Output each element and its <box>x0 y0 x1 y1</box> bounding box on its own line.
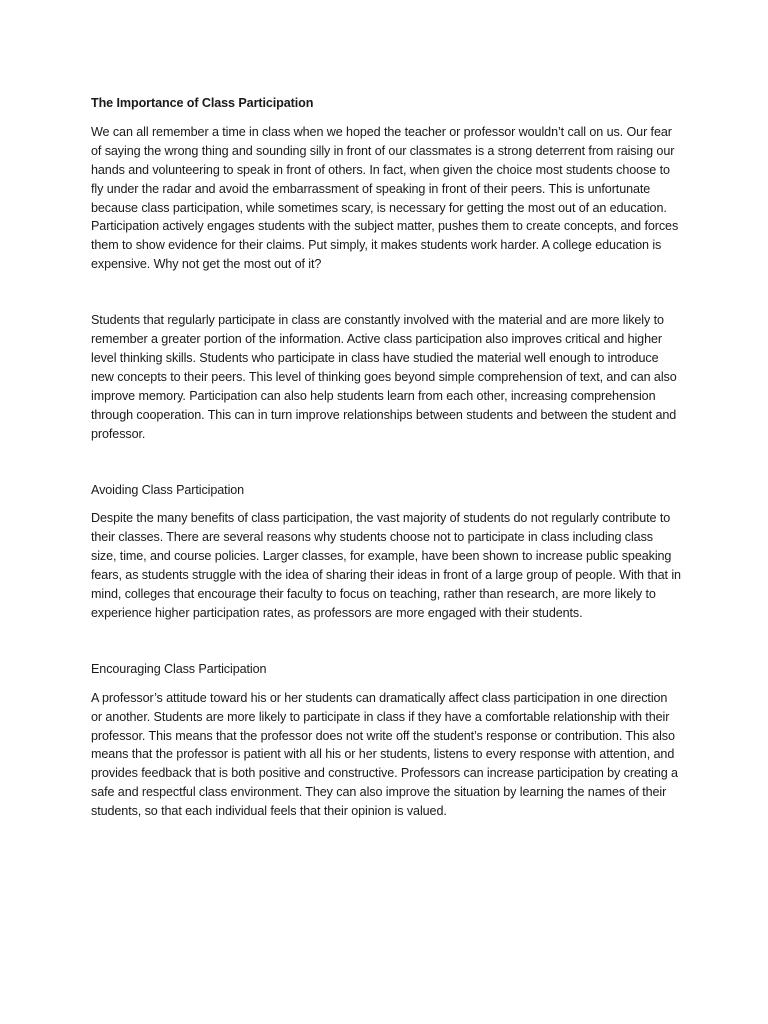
section-spacer <box>91 444 681 481</box>
paragraph-spacer <box>91 274 681 311</box>
document-body <box>91 94 681 821</box>
paragraph-encouraging: A professor’s attitude toward his or her students can dramatically affect class participation in one direction or another. Students are more likely to participate in class if they have a comfortable relationship with their professor. This means that the professor does not write off the student’s response or contribution. This also means that the professor is patient with all his or her students, listens to every response with attention, and provides feedback that is both positive and constructive. Professors can increase participation by creating a safe and respectful class environment. They can also improve the situation by learning the names of their students, so that each individual feels that their opinion is valued. <box>91 690 678 819</box>
section-spacer <box>91 623 681 660</box>
paragraph-intro: We can all remember a time in class when we hoped the teacher or professor wouldn’t call on us. Our fear of saying the wrong thing and sounding silly in front of our classmates is a strong deterrent from raising our hands and volunteering to speak in front of others. In fact, when given the choice most students choose to fly under the radar and avoid the embarrassment of speaking in front of their peers. This is unfortunate because class participation, while sometimes scary, is necessary for getting the most out of an education. Participation actively engages students with the subject matter, pushes them to create concepts, and forces them to show evidence for their claims. Put simply, it makes students work harder. A college education is expensive. Why not get the most out of it? <box>91 124 679 272</box>
section-heading-encouraging: Encouraging Class Participation <box>91 661 267 676</box>
section-heading-avoiding: Avoiding Class Participation <box>91 482 245 497</box>
paragraph-avoiding: Despite the many benefits of class participation, the vast majority of students do not regularly contribute to their classes. There are several reasons why students choose not to participate in class including class size, time, and course policies. Larger classes, for example, have been shown to increase public speaking fears, as students struggle with the idea of sharing their ideas in front of a large group of people. With that in mind, colleges that encourage their faculty to focus on teaching, rather than research, are more likely to experience higher participation rates, as professors are more engaged with their students. <box>91 511 681 620</box>
paragraph-benefits: Students that regularly participate in class are constantly involved with the material and are more likely to remember a greater portion of the information. Active class participation also improves critical and higher level thinking skills. Students who participate in class have studied the material well enough to introduce new concepts to their peers. This level of thinking goes beyond simple comprehension of text, and can also improve memory. Participation can also help students learn from each other, increasing comprehension through cooperation. This can in turn improve relationships between students and between the student and professor. <box>91 313 677 441</box>
document-title: The Importance of Class Participation <box>91 96 314 110</box>
